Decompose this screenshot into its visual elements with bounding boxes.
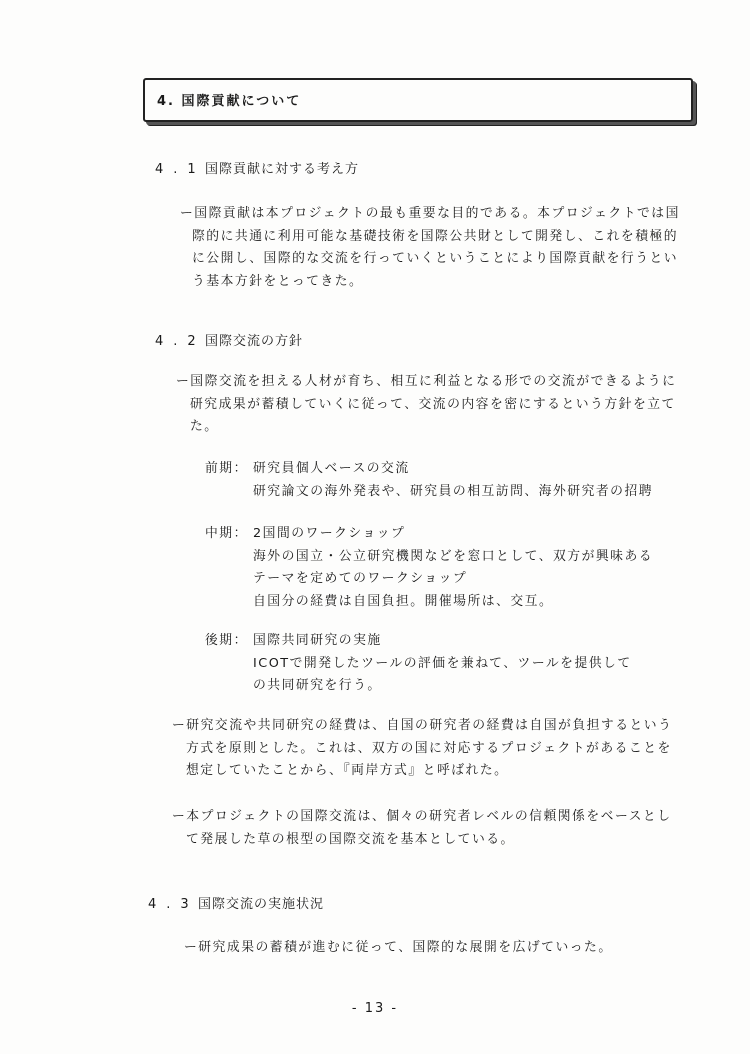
period-detail: 自国分の経費は自国負担。開催場所は、交互。 — [253, 593, 554, 609]
period-early — [205, 458, 653, 503]
period-heading — [205, 458, 653, 481]
paragraph-4-1 — [180, 203, 680, 293]
paragraph-line: ー国際交流を担える人材が育ち、相互に利益となる形での交流ができるように — [176, 374, 677, 389]
period-title: 研究員個人ベースの交流 — [253, 461, 410, 476]
paragraph-line: 研究成果が蓄積していくに従って、交流の内容を密にするという方針を立て — [190, 396, 676, 412]
paragraph-line: た。 — [190, 419, 219, 434]
period-title: 2国間のワークショップ — [253, 526, 406, 541]
chapter-title-box — [143, 78, 693, 122]
section-title: 国際貢献に対する考え方 — [205, 162, 360, 177]
paragraph-line: て発展した草の根型の国際交流を基本としている。 — [186, 831, 515, 847]
paragraph-line: 想定していたことから、『両岸方式』と呼ばれた。 — [186, 763, 509, 778]
paragraph-line: 方式を原則とした。これは、双方の国に対応するプロジェクトがあることを — [186, 740, 672, 756]
period-heading — [205, 523, 653, 546]
period-label: 後期： — [205, 633, 248, 648]
section-title: 国際交流の実施状況 — [198, 897, 325, 912]
section-number: 4.2 — [155, 334, 206, 349]
chapter-title: 4. 国際貢献について — [157, 94, 302, 109]
period-detail: ICOTで開発したツールの評価を兼ねて、ツールを提供して — [253, 655, 632, 671]
paragraph-4-2 — [176, 371, 676, 439]
period-detail: 海外の国立・公立研究機関などを窓口として、双方が興味ある — [253, 548, 654, 564]
section-heading-4-2 — [155, 330, 303, 349]
paragraph-4-3 — [184, 937, 613, 960]
period-label: 前期： — [205, 461, 248, 476]
period-detail: テーマを定めてのワークショップ — [253, 571, 468, 586]
section-number: 4.3 — [148, 897, 199, 912]
section-number: 4.1 — [155, 162, 206, 177]
period-heading — [205, 630, 632, 653]
paragraph-line: ー研究成果の蓄積が進むに従って、国際的な展開を広げていった。 — [184, 940, 613, 955]
paragraph-line: に公開し、国際的な交流を行っていくということにより国際貢献を行うとい — [192, 251, 679, 266]
section-heading-4-1 — [155, 158, 359, 177]
paragraph-grassroots — [172, 806, 672, 851]
period-middle — [205, 523, 653, 613]
paragraph-line: う基本方針をとってきた。 — [192, 273, 364, 289]
page-number: - 13 - — [351, 1001, 399, 1016]
period-detail: の共同研究を行う。 — [253, 678, 382, 693]
period-detail: 研究論文の海外発表や、研究員の相互訪問、海外研究者の招聘 — [253, 483, 654, 499]
period-label: 中期： — [205, 526, 248, 541]
section-heading-4-3 — [148, 893, 324, 912]
period-late — [205, 630, 632, 698]
paragraph-cost-policy — [172, 715, 672, 783]
paragraph-line: 際的に共通に利用可能な基礎技術を国際公共財として開発し、これを積極的 — [192, 228, 679, 244]
section-title: 国際交流の方針 — [205, 334, 304, 349]
period-title: 国際共同研究の実施 — [253, 633, 382, 648]
paragraph-line: ー研究交流や共同研究の経費は、自国の研究者の経費は自国が負担するという — [172, 718, 673, 733]
paragraph-line: ー国際貢献は本プロジェクトの最も重要な目的である。本プロジェクトでは国 — [180, 206, 680, 221]
paragraph-line: ー本プロジェクトの国際交流は、個々の研究者レベルの信頼関係をベースとし — [172, 809, 672, 824]
